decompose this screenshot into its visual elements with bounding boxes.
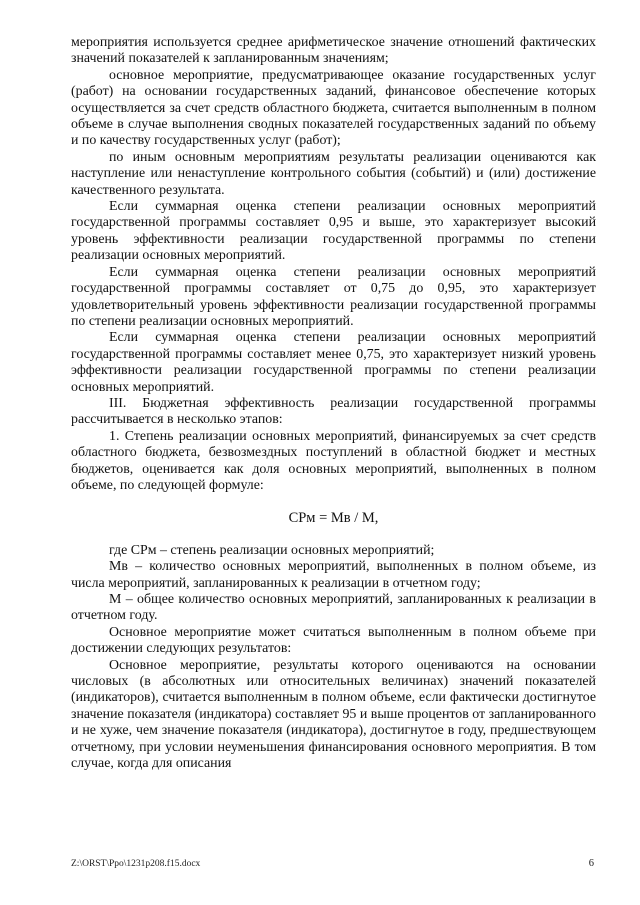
definition-mv: Мв – количество основных мероприятий, выполненных в полном объеме, из числа мероприятий, запланированных к реализации в отчетном году; — [71, 559, 596, 591]
paragraph-state-services: основное мероприятие, предусматривающее оказание государственных услуг (работ) на основании государственных заданий, финансовое обеспечение которых осуществляется за счет средств областного бюджета, считается выполненным в полном объеме в случае выполнения сводных показателей государственных заданий по объему и по качеству государственных услуг (работ); — [71, 67, 596, 149]
definition-m: М – общее количество основных мероприятий, запланированных к реализации в отчетном году. — [71, 592, 596, 624]
page-footer — [71, 858, 596, 872]
document-body — [71, 35, 596, 772]
paragraph-completion-criteria: Основное мероприятие может считаться выполненным в полном объеме при достижении следующих результатов: — [71, 624, 596, 657]
paragraph-numeric-indicators: Основное мероприятие, результаты которого оцениваются на основании числовых (в абсолютных или относительных величинах) значений показателей (индикаторов), считается выполненным в полном объеме, если фактически достигнутое значение показателя (индикатора) составляет 95 и выше процентов от запланированного и не хуже, чем значение показателя (индикатора), достигнутое в году, предшествующем отчетному, при условии неуменьшения финансирования основного мероприятия. В том случае, когда для описания — [71, 657, 596, 772]
paragraph-high-efficiency: Если суммарная оценка степени реализации основных мероприятий государственной программы составляет 0,95 и выше, это характеризует высокий уровень эффективности реализации государственной программы по степени реализации основных мероприятий. — [71, 199, 596, 264]
footer-file-path: Z:\ORST\Ppo\1231p208.f15.docx — [71, 859, 201, 869]
paragraph-continuation: мероприятия используется среднее арифметическое значение отношений фактических значений показателей к запланированным значениям; — [71, 35, 596, 67]
paragraph-step-one: 1. Степень реализации основных мероприятий, финансируемых за счет средств областного бюджета, безвозмездных поступлений в областной бюджет и местных бюджетов, оценивается как доля основных мероприятий, выполненных в полном объеме, по следующей формуле: — [71, 428, 596, 493]
definition-srm: где СРм – степень реализации основных мероприятий; — [109, 542, 435, 558]
page-number: 6 — [588, 858, 594, 869]
formula: СРм = Мв / М, — [288, 510, 379, 527]
paragraph-budget-efficiency: III. Бюджетная эффективность реализации государственной программы рассчитывается в несколько этапов: — [71, 395, 596, 428]
paragraph-other-measures: по иным основным мероприятиям результаты реализации оцениваются как наступление или ненаступление контрольного события (событий) и (или) достижение качественного результата. — [71, 149, 596, 198]
paragraph-satisfactory-efficiency: Если суммарная оценка степени реализации основных мероприятий государственной программы составляет от 0,75 до 0,95, это характеризует удовлетворительный уровень эффективности реализации государственной программы по степени реализации основных мероприятий. — [71, 264, 596, 329]
paragraph-low-efficiency: Если суммарная оценка степени реализации основных мероприятий государственной программы составляет менее 0,75, это характеризует низкий уровень эффективности реализации государственной программы по степени реализации основных мероприятий. — [71, 330, 596, 395]
